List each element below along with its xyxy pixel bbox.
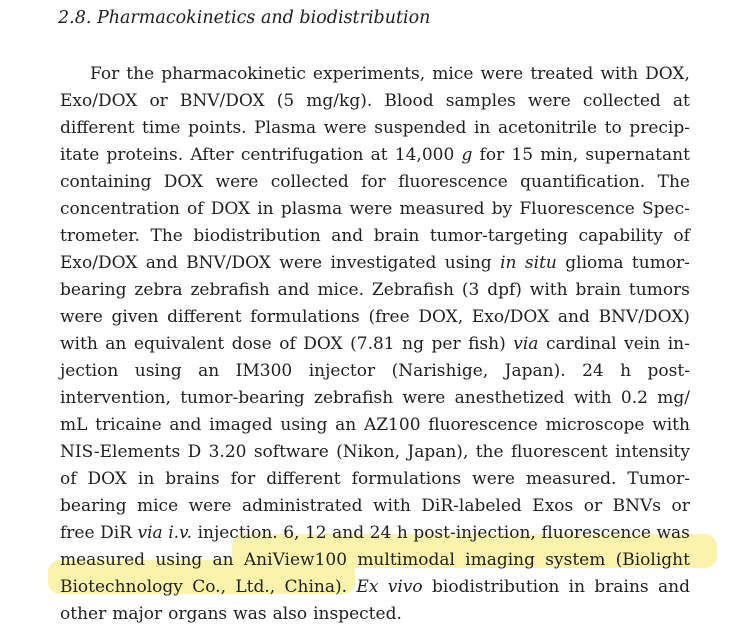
word: were bbox=[60, 307, 103, 327]
paragraph-line bbox=[60, 493, 690, 520]
paragraph-line bbox=[60, 61, 690, 88]
word: Ex bbox=[356, 577, 379, 597]
word: using bbox=[155, 550, 203, 570]
word: in bbox=[568, 577, 586, 597]
word: DOX bbox=[303, 334, 343, 354]
word: brains bbox=[594, 577, 649, 597]
word: containing bbox=[60, 172, 152, 192]
word: The bbox=[150, 226, 183, 246]
word: The bbox=[657, 172, 690, 192]
word: DOX bbox=[163, 172, 204, 192]
word: samples bbox=[445, 91, 516, 111]
word: an bbox=[335, 415, 357, 435]
word: different bbox=[266, 469, 341, 489]
word: per bbox=[431, 334, 461, 354]
word: plasma bbox=[280, 199, 343, 219]
word: After bbox=[190, 145, 234, 165]
word: mg/ bbox=[657, 388, 690, 408]
word: Co., bbox=[192, 577, 226, 597]
word: injector bbox=[308, 361, 376, 381]
word: of bbox=[673, 226, 690, 246]
word: also bbox=[272, 604, 308, 624]
word: administrated bbox=[241, 496, 363, 516]
word: and bbox=[169, 415, 202, 435]
word: acetonitrile bbox=[497, 118, 598, 138]
word: formulations bbox=[250, 307, 360, 327]
word: treated bbox=[530, 64, 594, 84]
word: mL bbox=[60, 415, 88, 435]
word: and bbox=[332, 523, 365, 543]
word: of bbox=[186, 199, 204, 219]
word: different bbox=[167, 307, 242, 327]
word: (Nikon, bbox=[336, 442, 401, 462]
word: bearing bbox=[60, 496, 127, 516]
word: of bbox=[279, 334, 296, 354]
word: to bbox=[604, 118, 622, 138]
word: DOX bbox=[87, 469, 127, 489]
word: Biotechnology bbox=[60, 577, 183, 597]
word: (free bbox=[368, 307, 410, 327]
word: 12 bbox=[304, 523, 327, 543]
word: with bbox=[600, 64, 639, 84]
paragraph-line bbox=[60, 115, 690, 142]
word: jection bbox=[60, 361, 119, 381]
word: mice bbox=[432, 64, 474, 84]
word: mice bbox=[136, 496, 179, 516]
paragraph-line bbox=[60, 547, 690, 574]
word: at bbox=[370, 145, 388, 165]
word: the bbox=[126, 64, 155, 84]
word: measured. bbox=[525, 469, 617, 489]
word: 24 bbox=[369, 523, 392, 543]
word: (5 bbox=[276, 91, 295, 111]
word: Tumor- bbox=[627, 469, 690, 489]
word: Exos bbox=[532, 496, 574, 516]
word: 6, bbox=[283, 523, 300, 543]
word: tumors bbox=[628, 280, 690, 300]
word: intervention, bbox=[60, 388, 171, 408]
word: via bbox=[137, 523, 163, 543]
word: ng bbox=[402, 334, 424, 354]
word: h bbox=[396, 523, 408, 543]
word: using bbox=[134, 361, 182, 381]
word: were bbox=[188, 496, 232, 516]
paragraph-line bbox=[60, 250, 690, 277]
word: system bbox=[545, 550, 606, 570]
word: and bbox=[277, 280, 310, 300]
word: Blood bbox=[384, 91, 434, 111]
word: vein bbox=[624, 334, 661, 354]
word: for bbox=[230, 469, 256, 489]
word: Plasma bbox=[254, 118, 317, 138]
word: different bbox=[60, 118, 135, 138]
word: brain bbox=[373, 226, 420, 246]
word: were bbox=[472, 469, 515, 489]
word: quantification. bbox=[520, 172, 646, 192]
paragraph-line bbox=[60, 88, 690, 115]
word: an bbox=[212, 550, 234, 570]
word: post- bbox=[647, 361, 690, 381]
word: with bbox=[529, 280, 568, 300]
word: concentration bbox=[60, 199, 180, 219]
word: trometer. bbox=[60, 226, 140, 246]
word: Zebrafish bbox=[371, 280, 454, 300]
word: Japan). bbox=[504, 361, 566, 381]
word: of bbox=[60, 469, 77, 489]
word: in bbox=[137, 469, 155, 489]
word: microscope bbox=[545, 415, 645, 435]
word: g bbox=[461, 145, 473, 165]
word: were bbox=[349, 199, 393, 219]
word: (Biolight bbox=[615, 550, 690, 570]
word: in- bbox=[667, 334, 690, 354]
word: Spec- bbox=[642, 199, 690, 219]
word: tumor-targeting bbox=[429, 226, 568, 246]
word: in bbox=[473, 118, 491, 138]
word: brains bbox=[165, 469, 220, 489]
word: BNV/DOX bbox=[186, 253, 271, 273]
word: and bbox=[557, 307, 590, 327]
paragraph-line bbox=[60, 358, 690, 385]
word: with bbox=[373, 496, 411, 516]
paragraph-line bbox=[60, 196, 690, 223]
word: given bbox=[111, 307, 159, 327]
word: in bbox=[500, 253, 517, 273]
paragraph-line bbox=[60, 304, 690, 331]
word: For bbox=[90, 64, 120, 84]
word: were bbox=[402, 388, 446, 408]
word: i.v. bbox=[168, 523, 193, 543]
paragraph-line bbox=[60, 385, 690, 412]
word: supernatant bbox=[585, 145, 690, 165]
word: biodistribution bbox=[432, 577, 560, 597]
word: an bbox=[105, 334, 127, 354]
word: measured bbox=[60, 550, 146, 570]
word: 0.2 bbox=[620, 388, 648, 408]
word: DOX bbox=[210, 199, 251, 219]
word: 14,000 bbox=[394, 145, 455, 165]
word: dpf) bbox=[487, 280, 522, 300]
word: fluorescent bbox=[510, 442, 608, 462]
word: by bbox=[491, 199, 513, 219]
word: DOX, bbox=[645, 64, 690, 84]
word: formulations bbox=[351, 469, 462, 489]
body-paragraph bbox=[60, 61, 690, 628]
paragraph-line bbox=[60, 439, 690, 466]
word: (Narishige, bbox=[391, 361, 489, 381]
word: capability bbox=[578, 226, 663, 246]
word: BNV/DOX) bbox=[598, 307, 690, 327]
word: zebrafish bbox=[313, 388, 394, 408]
word: were bbox=[480, 64, 524, 84]
paragraph-line bbox=[60, 520, 690, 547]
paragraph-line bbox=[60, 574, 690, 601]
word: DOX, bbox=[418, 307, 464, 327]
word: free bbox=[60, 523, 95, 543]
word: AZ100 bbox=[363, 415, 421, 435]
word: experiments, bbox=[312, 64, 426, 84]
word: fish) bbox=[468, 334, 506, 354]
paragraph-line bbox=[60, 169, 690, 196]
word: fluorescence bbox=[541, 523, 651, 543]
word: vivo bbox=[387, 577, 423, 597]
word: bearing bbox=[60, 280, 127, 300]
word: 3.20 bbox=[208, 442, 247, 462]
word: AniView100 bbox=[243, 550, 348, 570]
word: centrifugation bbox=[240, 145, 364, 165]
paragraph-line bbox=[60, 223, 690, 250]
word: mice. bbox=[317, 280, 364, 300]
word: and bbox=[145, 253, 178, 273]
word: in bbox=[257, 199, 274, 219]
word: and bbox=[331, 226, 364, 246]
paragraph-line bbox=[60, 412, 690, 439]
word: major bbox=[112, 604, 163, 624]
word: were bbox=[279, 253, 323, 273]
paragraph-line bbox=[60, 142, 690, 169]
word: software bbox=[253, 442, 329, 462]
word: mg/kg). bbox=[306, 91, 373, 111]
word: using bbox=[280, 415, 328, 435]
word: collected bbox=[582, 91, 661, 111]
word: Exo/DOX bbox=[471, 307, 550, 327]
word: inspected. bbox=[313, 604, 402, 624]
word: and bbox=[658, 577, 690, 597]
word: injection. bbox=[197, 523, 278, 543]
word: 24 bbox=[582, 361, 604, 381]
word: were bbox=[527, 91, 571, 111]
paragraph-line bbox=[60, 466, 690, 493]
word: min, bbox=[540, 145, 579, 165]
word: fluorescence bbox=[428, 415, 538, 435]
word: anesthetized bbox=[454, 388, 565, 408]
word: biodistribution bbox=[193, 226, 321, 246]
word: Exo/DOX bbox=[60, 253, 138, 273]
word: cardinal bbox=[545, 334, 617, 354]
word: brain bbox=[575, 280, 622, 300]
word: for bbox=[479, 145, 505, 165]
word: tumor-bearing bbox=[180, 388, 305, 408]
word: was bbox=[233, 604, 267, 624]
word: BNV/DOX bbox=[179, 91, 265, 111]
word: situ bbox=[524, 253, 557, 273]
word: an bbox=[198, 361, 220, 381]
word: equivalent bbox=[133, 334, 225, 354]
section-heading: 2.8. Pharmacokinetics and biodistribution bbox=[58, 8, 431, 28]
word: tumor- bbox=[631, 253, 690, 273]
word: dose bbox=[231, 334, 272, 354]
word: with bbox=[573, 388, 612, 408]
word: Japan), bbox=[407, 442, 469, 462]
word: (7.81 bbox=[350, 334, 395, 354]
word: measured bbox=[399, 199, 485, 219]
word: collected bbox=[270, 172, 349, 192]
word: itate bbox=[60, 145, 100, 165]
word: glioma bbox=[565, 253, 624, 273]
word: via bbox=[513, 334, 539, 354]
word: multimodal bbox=[357, 550, 455, 570]
word: imaged bbox=[209, 415, 273, 435]
word: pharmacokinetic bbox=[161, 64, 306, 84]
word: points. bbox=[188, 118, 247, 138]
word: were bbox=[323, 118, 367, 138]
word: Fluorescence bbox=[519, 199, 635, 219]
paragraph-line bbox=[60, 331, 690, 358]
word: Ltd., bbox=[235, 577, 276, 597]
word: zebrafish bbox=[190, 280, 270, 300]
word: the bbox=[475, 442, 504, 462]
word: or bbox=[671, 496, 690, 516]
paragraph-line bbox=[60, 601, 690, 628]
paragraph-line bbox=[60, 277, 690, 304]
word: were bbox=[215, 172, 259, 192]
word: post-injection, bbox=[413, 523, 536, 543]
word: suspended bbox=[374, 118, 467, 138]
word: NIS-Elements bbox=[60, 442, 181, 462]
word: China). bbox=[284, 577, 348, 597]
word: 15 bbox=[511, 145, 534, 165]
word: other bbox=[60, 604, 107, 624]
word: imaging bbox=[465, 550, 536, 570]
word: zebra bbox=[134, 280, 183, 300]
word: (3 bbox=[461, 280, 480, 300]
word: h bbox=[620, 361, 632, 381]
word: intensity bbox=[615, 442, 690, 462]
word: or bbox=[149, 91, 168, 111]
word: was bbox=[656, 523, 690, 543]
word: IM300 bbox=[235, 361, 293, 381]
word: precip- bbox=[629, 118, 690, 138]
word: D bbox=[187, 442, 202, 462]
word: at bbox=[672, 91, 690, 111]
word: fluorescence bbox=[398, 172, 508, 192]
word: with bbox=[60, 334, 98, 354]
word: organs bbox=[168, 604, 228, 624]
word: with bbox=[652, 415, 690, 435]
word: Exo/DOX bbox=[60, 91, 138, 111]
word: DiR bbox=[100, 523, 132, 543]
word: tricaine bbox=[95, 415, 162, 435]
word: time bbox=[142, 118, 181, 138]
word: or bbox=[583, 496, 603, 516]
word: investigated bbox=[330, 253, 437, 273]
word: DiR-labeled bbox=[421, 496, 522, 516]
word: for bbox=[361, 172, 386, 192]
word: proteins. bbox=[106, 145, 184, 165]
word: BNVs bbox=[612, 496, 662, 516]
word: using bbox=[444, 253, 492, 273]
